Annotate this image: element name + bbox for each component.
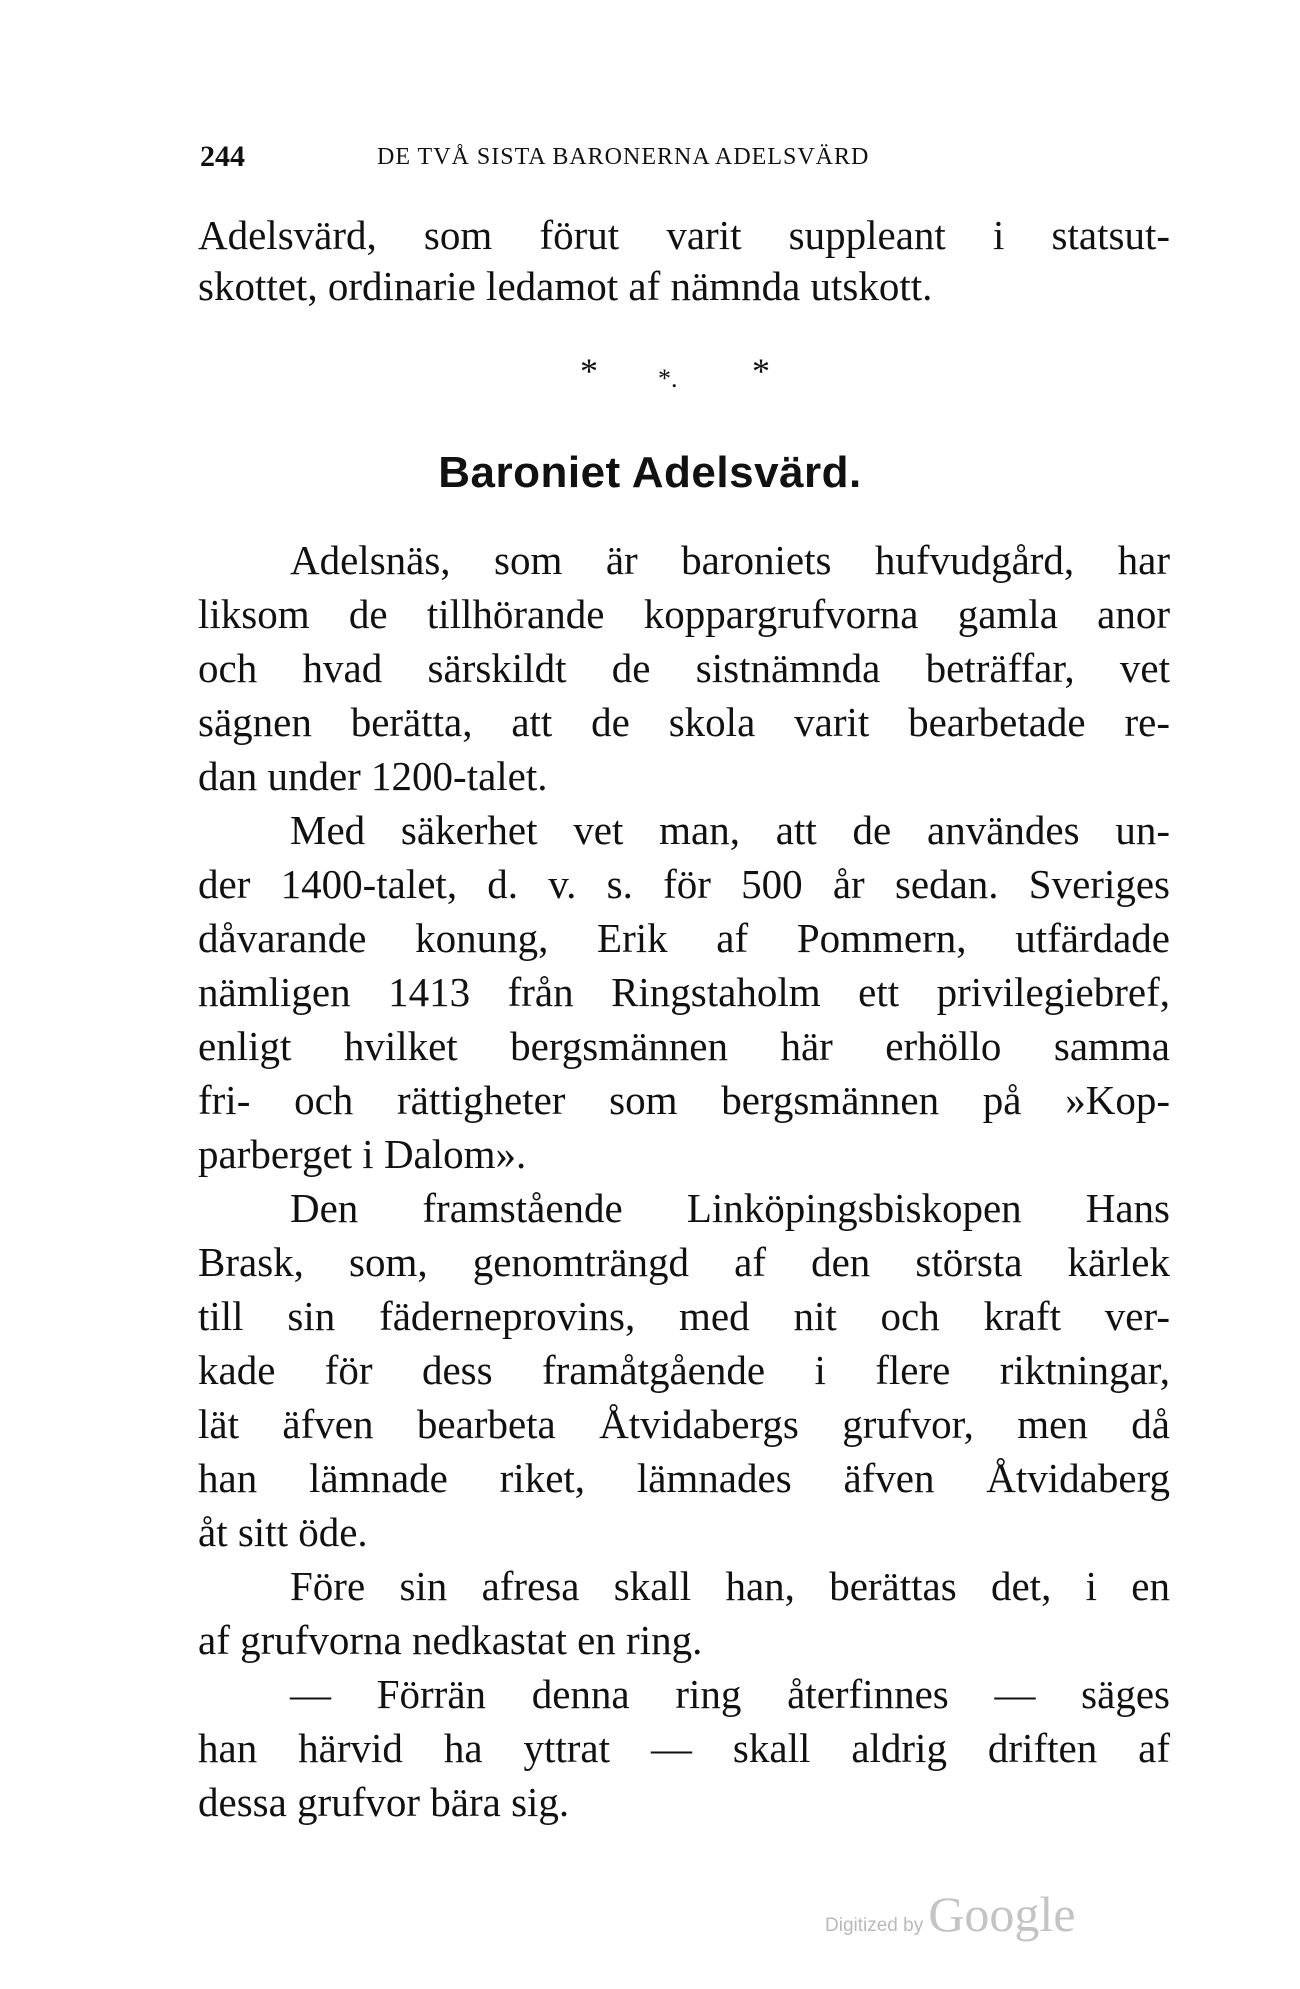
paragraph-line: Adelsnäs, som är baroniets hufvudgård, har: [290, 537, 1170, 583]
paragraph-line: fri- och rättigheter som bergsmännen på »Kop-: [198, 1077, 1170, 1123]
paragraph-line: Brask, som, genomträngd af den största kärlek: [198, 1239, 1170, 1285]
paragraph-line: kade för dess framåtgående i flere riktningar,: [198, 1347, 1170, 1393]
paragraph-line: dåvarande konung, Erik af Pommern, utfärdade: [198, 915, 1170, 961]
text-line: skottet, ordinarie ledamot af nämnda utskott.: [198, 263, 933, 309]
watermark-digitized-label: Digitized by: [825, 1915, 924, 1936]
paragraph-line: sägnen berätta, att de skola varit bearbetade re-: [198, 699, 1170, 745]
paragraph-line: af grufvorna nedkastat en ring.: [198, 1617, 703, 1663]
paragraph-line: lät äfven bearbeta Åtvidabergs grufvor, men då: [198, 1401, 1170, 1447]
section-heading: Baroniet Adelsvärd.: [438, 448, 862, 497]
asterisk: *: [752, 351, 770, 391]
paragraph-line: åt sitt öde.: [198, 1509, 368, 1555]
asterisk: *: [580, 351, 598, 391]
paragraph-line: och hvad särskildt de sistnämnda beträffar, vet: [198, 645, 1170, 691]
running-head: [200, 140, 1200, 180]
paragraph-line: — Förrän denna ring återfinnes — säges: [290, 1671, 1170, 1717]
paragraph-line: enligt hvilket bergsmännen här erhöllo samma: [198, 1023, 1170, 1069]
page-number: 244: [200, 140, 245, 173]
paragraph-line: Den framstående Linköpingsbiskopen Hans: [290, 1185, 1170, 1231]
paragraph-line: till sin fäderneprovins, med nit och kraft ver-: [198, 1293, 1170, 1339]
paragraph-line: nämligen 1413 från Ringstaholm ett privilegiebref,: [198, 969, 1170, 1015]
paragraph-line: parberget i Dalom».: [198, 1131, 527, 1177]
paragraph-line: dan under 1200-talet.: [198, 753, 548, 799]
text-line: Adelsvärd, som förut varit suppleant i statsut-: [198, 212, 1170, 258]
paragraph-line: Före sin afresa skall han, berättas det, i en: [290, 1563, 1170, 1609]
section-dinkus: [570, 350, 790, 410]
paragraph-line: liksom de tillhörande koppargrufvorna gamla anor: [198, 591, 1170, 637]
paragraph-line: han lämnade riket, lämnades äfven Åtvidaberg: [198, 1455, 1170, 1501]
google-logo: Google: [928, 1886, 1076, 1942]
asterisk: *.: [658, 364, 678, 393]
paragraph-line: Med säkerhet vet man, att de användes un-: [290, 807, 1170, 853]
running-title: DE TVÅ SISTA BARONERNA ADELSVÄRD: [377, 144, 870, 170]
digitization-watermark: [825, 1885, 1076, 1945]
paragraph-line: dessa grufvor bära sig.: [198, 1779, 570, 1825]
paragraph-line: han härvid ha yttrat — skall aldrig driften af: [198, 1725, 1170, 1771]
paragraph-line: der 1400-talet, d. v. s. för 500 år sedan. Sveriges: [198, 861, 1170, 907]
